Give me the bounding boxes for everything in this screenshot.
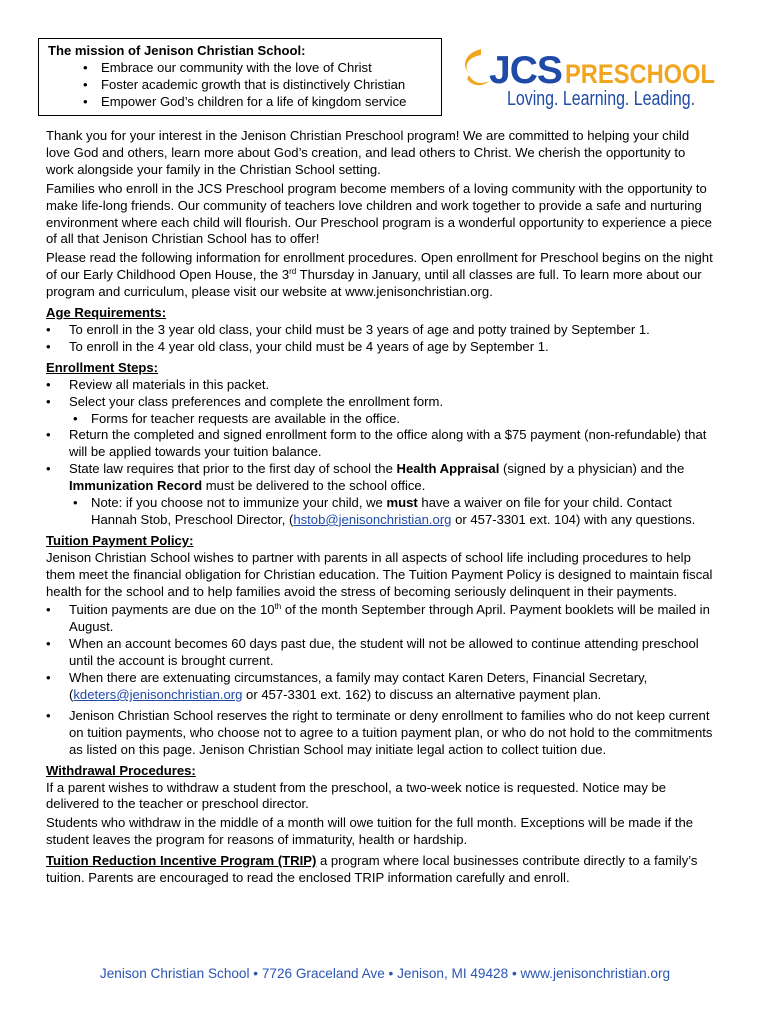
- logo-swoosh-icon: [465, 49, 481, 73]
- logo-preschool-text: PRESCHOOL: [565, 59, 715, 89]
- tuition-intro: Jenison Christian School wishes to partner with parents in all aspects of school life including procedures to help them meet the financial obligation for Christian education. The Tuition Payment Policy is designed to maintain fiscal health for the school and to help families avoid the stress of becoming seriously delinquent in their payments.: [46, 549, 713, 599]
- list-item: • Return the completed and signed enrollment form to the office along with a $75 payment (non-refundable) that will be applied towards your tuition balance.: [46, 427, 716, 461]
- mission-title: The mission of Jenison Christian School:: [48, 43, 306, 58]
- enrollment-steps-section: [46, 360, 716, 529]
- age-requirements-section: [46, 305, 716, 356]
- email-link-kdeters[interactable]: kdeters@jenisonchristian.org: [73, 687, 243, 702]
- intro-paragraph-2: Families who enroll in the JCS Preschool program become members of a loving community with the opportunity to make life-long friends. Our community of teachers love children and work together to provide a safe and nurturing environment where each child will flourish. Our Preschool program is a wonderful opportunity to experience a piece of all that Jenison Christian School has to offer!: [46, 180, 712, 247]
- age-requirements-heading: Age Requirements:: [46, 305, 167, 321]
- email-link-hstob[interactable]: hstob@jenisonchristian.org: [293, 511, 452, 527]
- logo-jcs-text: JCS: [489, 49, 562, 92]
- mission-item: • Foster academic growth that is distinctively Christian: [48, 77, 441, 94]
- trip-heading: Tuition Reduction Incentive Program (TRIP): [46, 853, 317, 869]
- mission-item: • Embrace our community with the love of Christ: [48, 60, 441, 77]
- document-body: [46, 128, 716, 889]
- intro-paragraph-3: Please read the following information for enrollment procedures. Open enrollment for Preschool begins on the night of our Early Childhood Open House, the 3rd Thursday in January, until all classes are full. To learn more about our program and curriculum, please visit our website at www.jenisonchristian.org.: [46, 250, 713, 300]
- tuition-policy-section: [46, 533, 716, 759]
- list-item: • To enroll in the 3 year old class, your child must be 3 years of age and potty trained by September 1.: [46, 322, 716, 339]
- sub-list-item: • Note: if you choose not to immunize your child, we must have a waiver on file for your child. Contact Hannah Stob, Preschool Director, (hstob@jenisonchristian.org or 457-3301 ext. 104) with any questions.: [46, 495, 716, 529]
- withdrawal-heading: Withdrawal Procedures:: [46, 762, 196, 778]
- list-item: • Review all materials in this packet.: [46, 377, 716, 394]
- list-item: • To enroll in the 4 year old class, your child must be 4 years of age by September 1.: [46, 339, 716, 356]
- jcs-preschool-logo-graphic: [459, 43, 717, 109]
- enrollment-steps-heading: Enrollment Steps:: [46, 359, 159, 375]
- jcs-preschool-logo: [459, 43, 717, 109]
- list-item: • Jenison Christian School reserves the right to terminate or deny enrollment to families who do not keep current on tuition payments, who choose not to agree to a tuition payment plan, or who do not hold to the commitments as listed on this page. Jenison Christian School may initiate legal action to collect tuition due.: [46, 708, 716, 759]
- trip-paragraph: Tuition Reduction Incentive Program (TRIP) a program where local businesses contribute directly to a family’s tuition. Parents are encouraged to read the enclosed TRIP information carefully and enroll.: [46, 853, 698, 886]
- list-item: • When there are extenuating circumstances, a family may contact Karen Deters, Financial Secretary, (kdeters@jenisonchristian.org or 457-3301 ext. 162) to discuss an alternative payment plan.: [46, 670, 716, 704]
- withdrawal-paragraph-2: Students who withdraw in the middle of a month will owe tuition for the full month. Exceptions will be made if the student leaves the program for reasons of immaturity, health or hardship.: [46, 815, 694, 848]
- sub-list-item: • Forms for teacher requests are available in the office.: [46, 411, 716, 428]
- mission-box: [38, 38, 442, 116]
- logo-tagline: Loving. Learning. Leading.: [507, 88, 695, 110]
- logo-swoosh-icon: [467, 75, 489, 85]
- list-item: • When an account becomes 60 days past due, the student will not be allowed to continue attending preschool until the account is brought current.: [46, 636, 716, 670]
- intro-paragraph-1: Thank you for your interest in the Jenison Christian Preschool program! We are committed to helping your child love God and others, learn more about God’s creation, and lead others to Christ. We cherish the opportunity to work alongside your family in the Christian School setting.: [46, 128, 690, 177]
- list-item: • State law requires that prior to the first day of school the Health Appraisal (signed by a physician) and the Immunization Record must be delivered to the school office. • Note: if you choose not to immunize your child, we must have a waiver on file for your child. Contact Hannah Stob, Preschool Director, (hstob@jenisonchristian.org or 457-3301 ext. 104) with any questions.: [46, 461, 716, 529]
- list-item: • Tuition payments are due on the 10th of the month September through April. Payment booklets will be mailed in August.: [46, 602, 716, 636]
- withdrawal-paragraph-1: If a parent wishes to withdraw a student from the preschool, a two-week notice is requested. Notice may be delivered to the teacher or preschool director.: [46, 779, 667, 812]
- footer-address: Jenison Christian School • 7726 Graceland Ave • Jenison, MI 49428 • www.jenisonchristian.org: [99, 966, 671, 981]
- trip-section: [46, 853, 716, 887]
- withdrawal-section: [46, 763, 716, 850]
- tuition-policy-heading: Tuition Payment Policy:: [46, 532, 194, 548]
- mission-list: [48, 60, 441, 111]
- list-item: • Select your class preferences and complete the enrollment form. • Forms for teacher requests are available in the office.: [46, 394, 716, 428]
- mission-item: • Empower God’s children for a life of kingdom service: [48, 94, 441, 111]
